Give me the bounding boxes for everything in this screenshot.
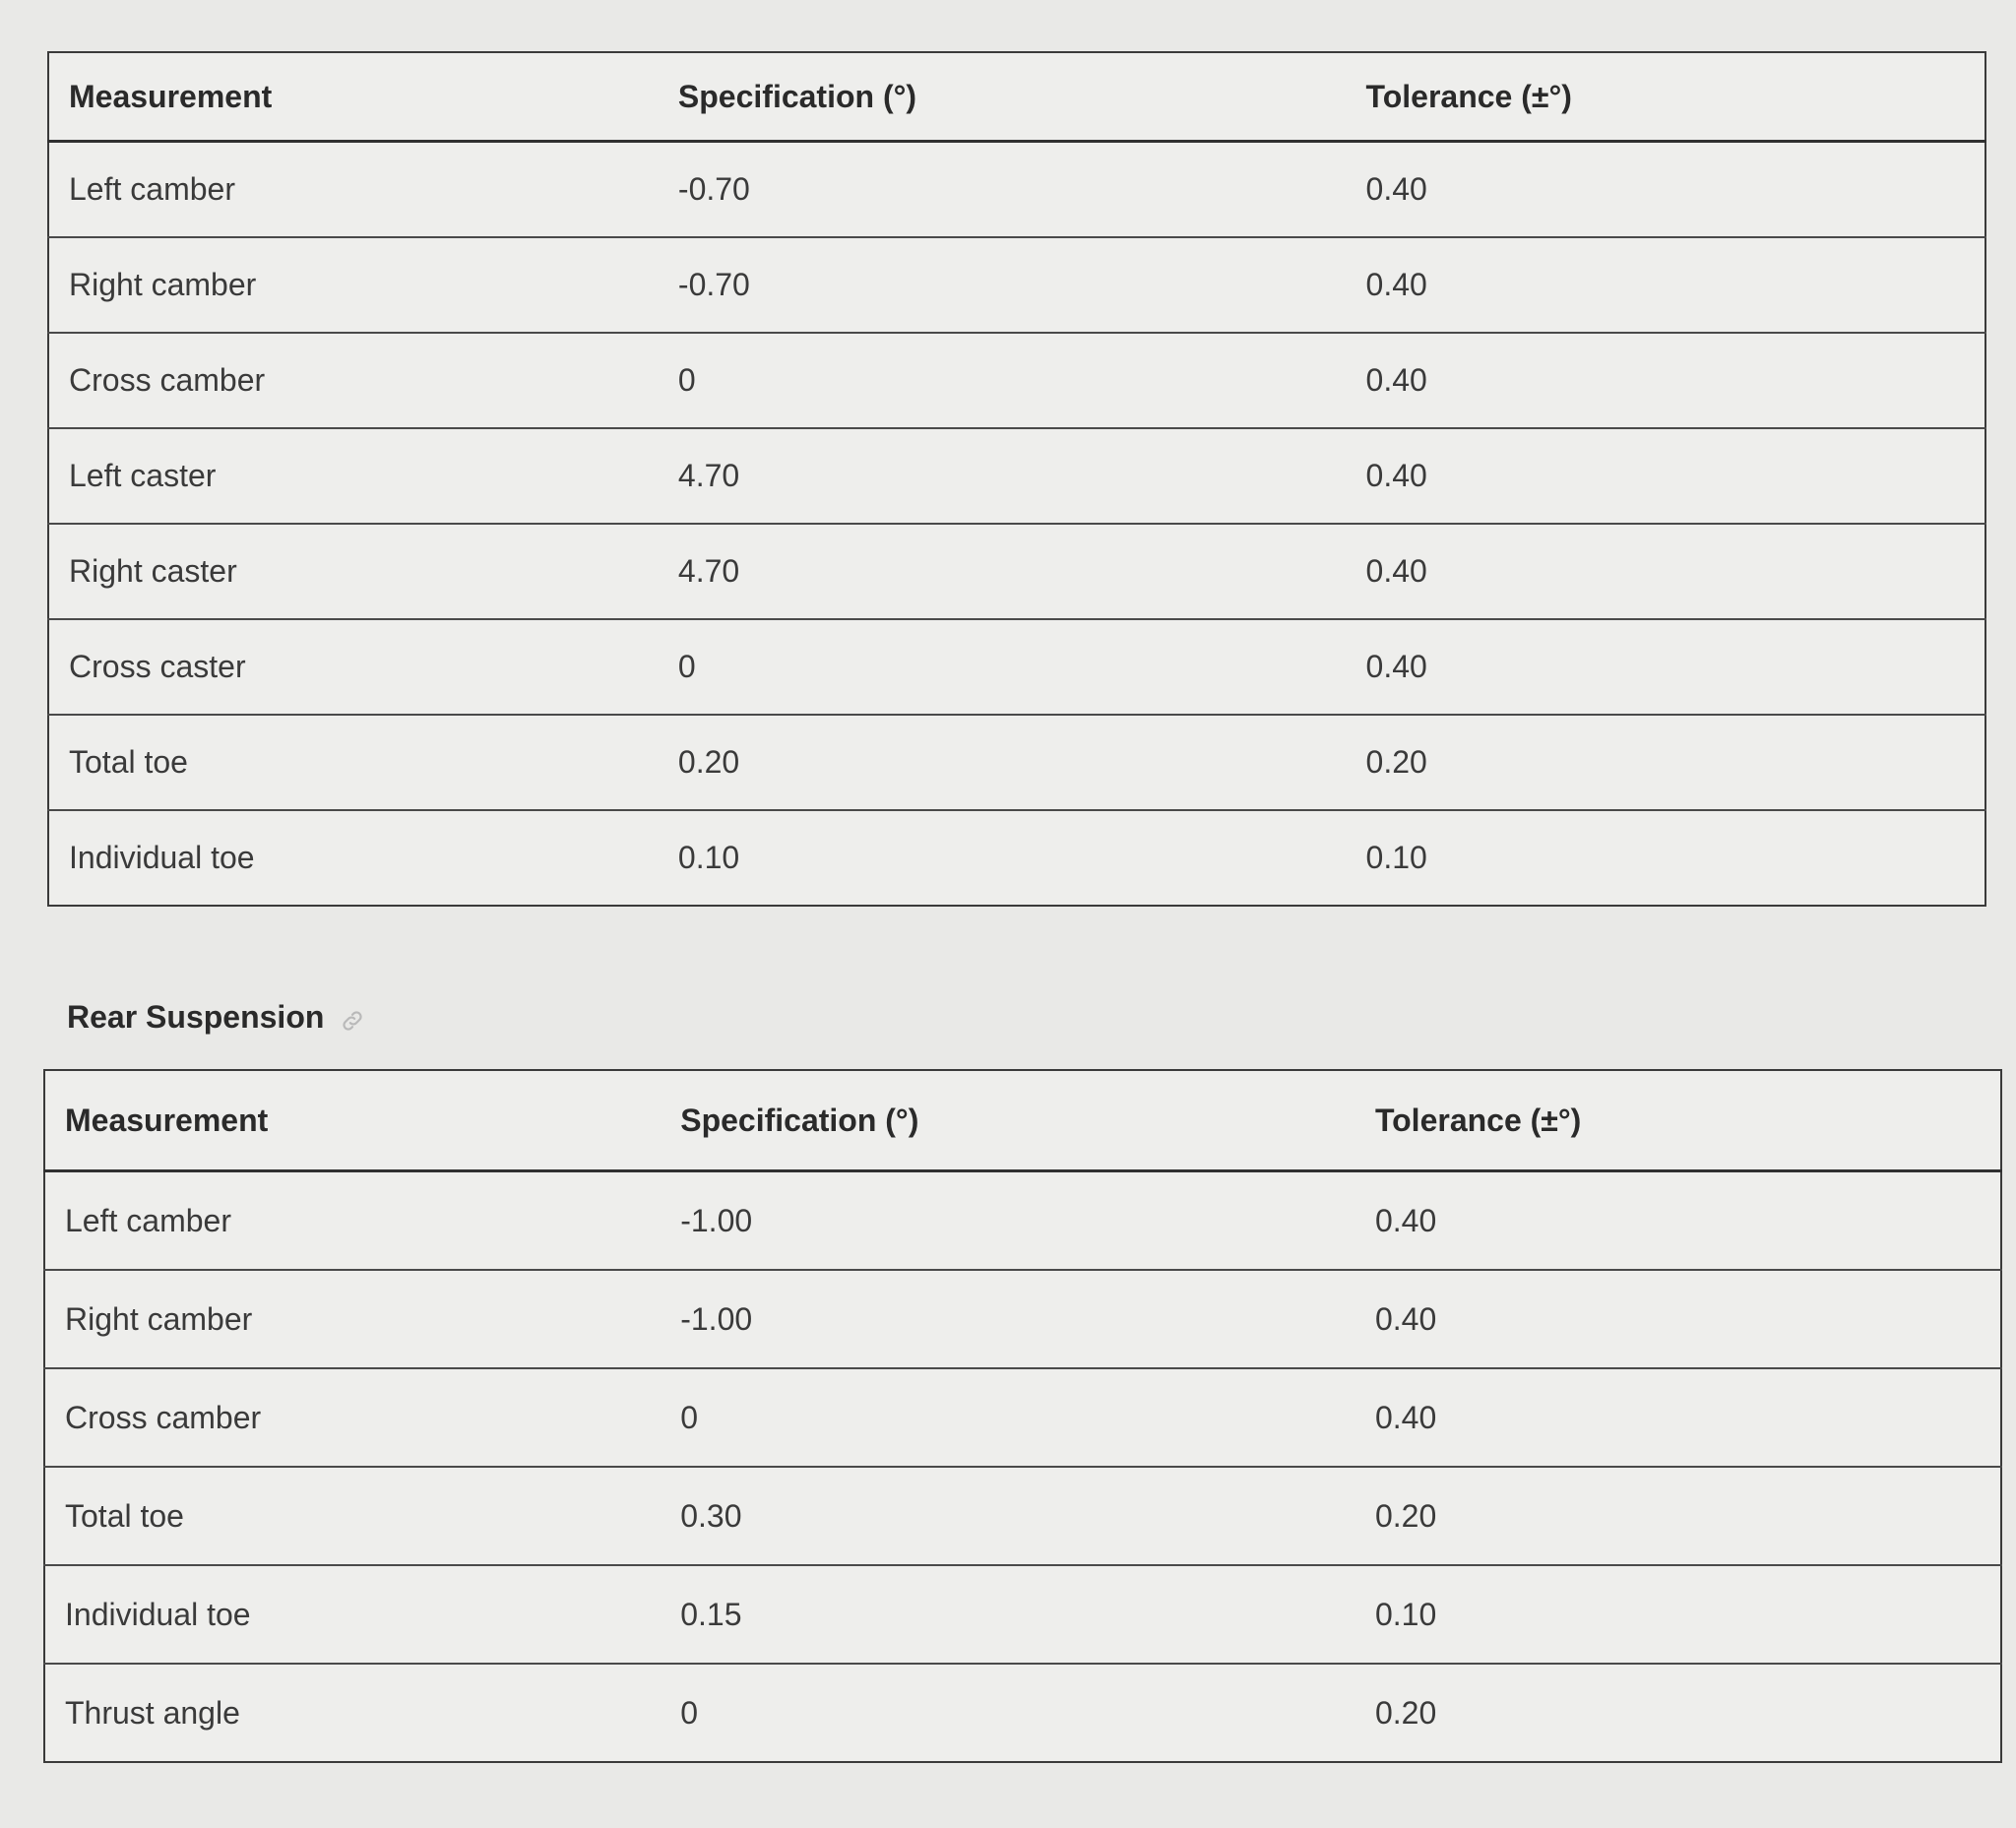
measurement-cell: Left camber <box>48 142 659 238</box>
measurement-cell: Right caster <box>48 524 659 619</box>
table-row <box>44 1467 2001 1565</box>
specification-cell: -1.00 <box>661 1171 1355 1271</box>
column-header-measurement: Measurement <box>44 1070 661 1171</box>
table-row <box>44 1368 2001 1467</box>
specification-cell: 4.70 <box>659 524 1347 619</box>
specification-cell: 0 <box>680 1694 699 1731</box>
specification-cell: 0.20 <box>659 715 1347 810</box>
measurement-cell: Total toe <box>44 1467 661 1565</box>
specification-cell: 0 <box>659 619 1347 715</box>
tolerance-cell: 0.10 <box>1355 1565 2001 1664</box>
table-row <box>48 428 1985 524</box>
measurement-cell: Cross camber <box>48 333 659 428</box>
column-header-tolerance: Tolerance (±°) <box>1347 52 1985 142</box>
specification-cell: -1.00 <box>661 1270 1355 1368</box>
tolerance-cell: 0.40 <box>1347 237 1985 333</box>
section-heading-text: Rear Suspension <box>67 999 325 1035</box>
measurement-cell: Left caster <box>48 428 659 524</box>
specification-cell: 0 <box>661 1368 1355 1467</box>
measurement-cell: Total toe <box>48 715 659 810</box>
specification-cell: 4.70 <box>659 428 1347 524</box>
link-icon[interactable] <box>340 1005 365 1031</box>
measurement-cell: Cross caster <box>48 619 659 715</box>
column-header-tolerance: Tolerance (±°) <box>1355 1070 2001 1171</box>
specification-cell: -0.70 <box>659 237 1347 333</box>
table-row <box>48 142 1985 238</box>
table-row <box>48 524 1985 619</box>
rear-suspension-table <box>43 1069 2002 1763</box>
table-row <box>44 1270 2001 1368</box>
measurement-cell: Left camber <box>44 1171 661 1271</box>
column-header-measurement: Measurement <box>48 52 659 142</box>
tolerance-cell: 0.40 <box>1355 1171 2001 1271</box>
tolerance-cell: 0.20 <box>1355 1467 2001 1565</box>
tolerance-cell: 0.40 <box>1347 428 1985 524</box>
table-row <box>44 1171 2001 1271</box>
specification-cell: 0 <box>659 333 1347 428</box>
table-row <box>44 1664 2001 1762</box>
table-row <box>48 810 1985 906</box>
front-suspension-table <box>47 51 1986 907</box>
measurement-cell: Individual toe <box>69 840 255 875</box>
specification-cell: -0.70 <box>659 142 1347 238</box>
measurement-cell: Right camber <box>44 1270 661 1368</box>
column-header-specification: Specification (°) <box>661 1070 1355 1171</box>
tolerance-cell: 0.40 <box>1347 619 1985 715</box>
table-row <box>44 1565 2001 1664</box>
tolerance-cell: 0.20 <box>1374 1694 1437 1731</box>
tolerance-cell: 0.40 <box>1355 1368 2001 1467</box>
tolerance-cell: 0.20 <box>1347 715 1985 810</box>
tolerance-cell: 0.10 <box>1365 840 1427 875</box>
table-header-row <box>48 52 1985 142</box>
table-row <box>48 237 1985 333</box>
specification-cell: 0.30 <box>661 1467 1355 1565</box>
measurement-cell: Individual toe <box>44 1565 661 1664</box>
tolerance-cell: 0.40 <box>1347 142 1985 238</box>
column-header-specification: Specification (°) <box>659 52 1347 142</box>
table-row <box>48 715 1985 810</box>
table-row <box>48 619 1985 715</box>
specification-cell: 0.15 <box>661 1565 1355 1664</box>
table-row <box>48 333 1985 428</box>
specification-cell: 0.10 <box>677 840 740 875</box>
measurement-cell: Right camber <box>48 237 659 333</box>
rear-suspension-heading <box>67 999 365 1036</box>
table-header-row <box>44 1070 2001 1171</box>
measurement-cell: Cross camber <box>44 1368 661 1467</box>
tolerance-cell: 0.40 <box>1355 1270 2001 1368</box>
tolerance-cell: 0.40 <box>1347 524 1985 619</box>
measurement-cell: Thrust angle <box>65 1694 240 1731</box>
tolerance-cell: 0.40 <box>1347 333 1985 428</box>
